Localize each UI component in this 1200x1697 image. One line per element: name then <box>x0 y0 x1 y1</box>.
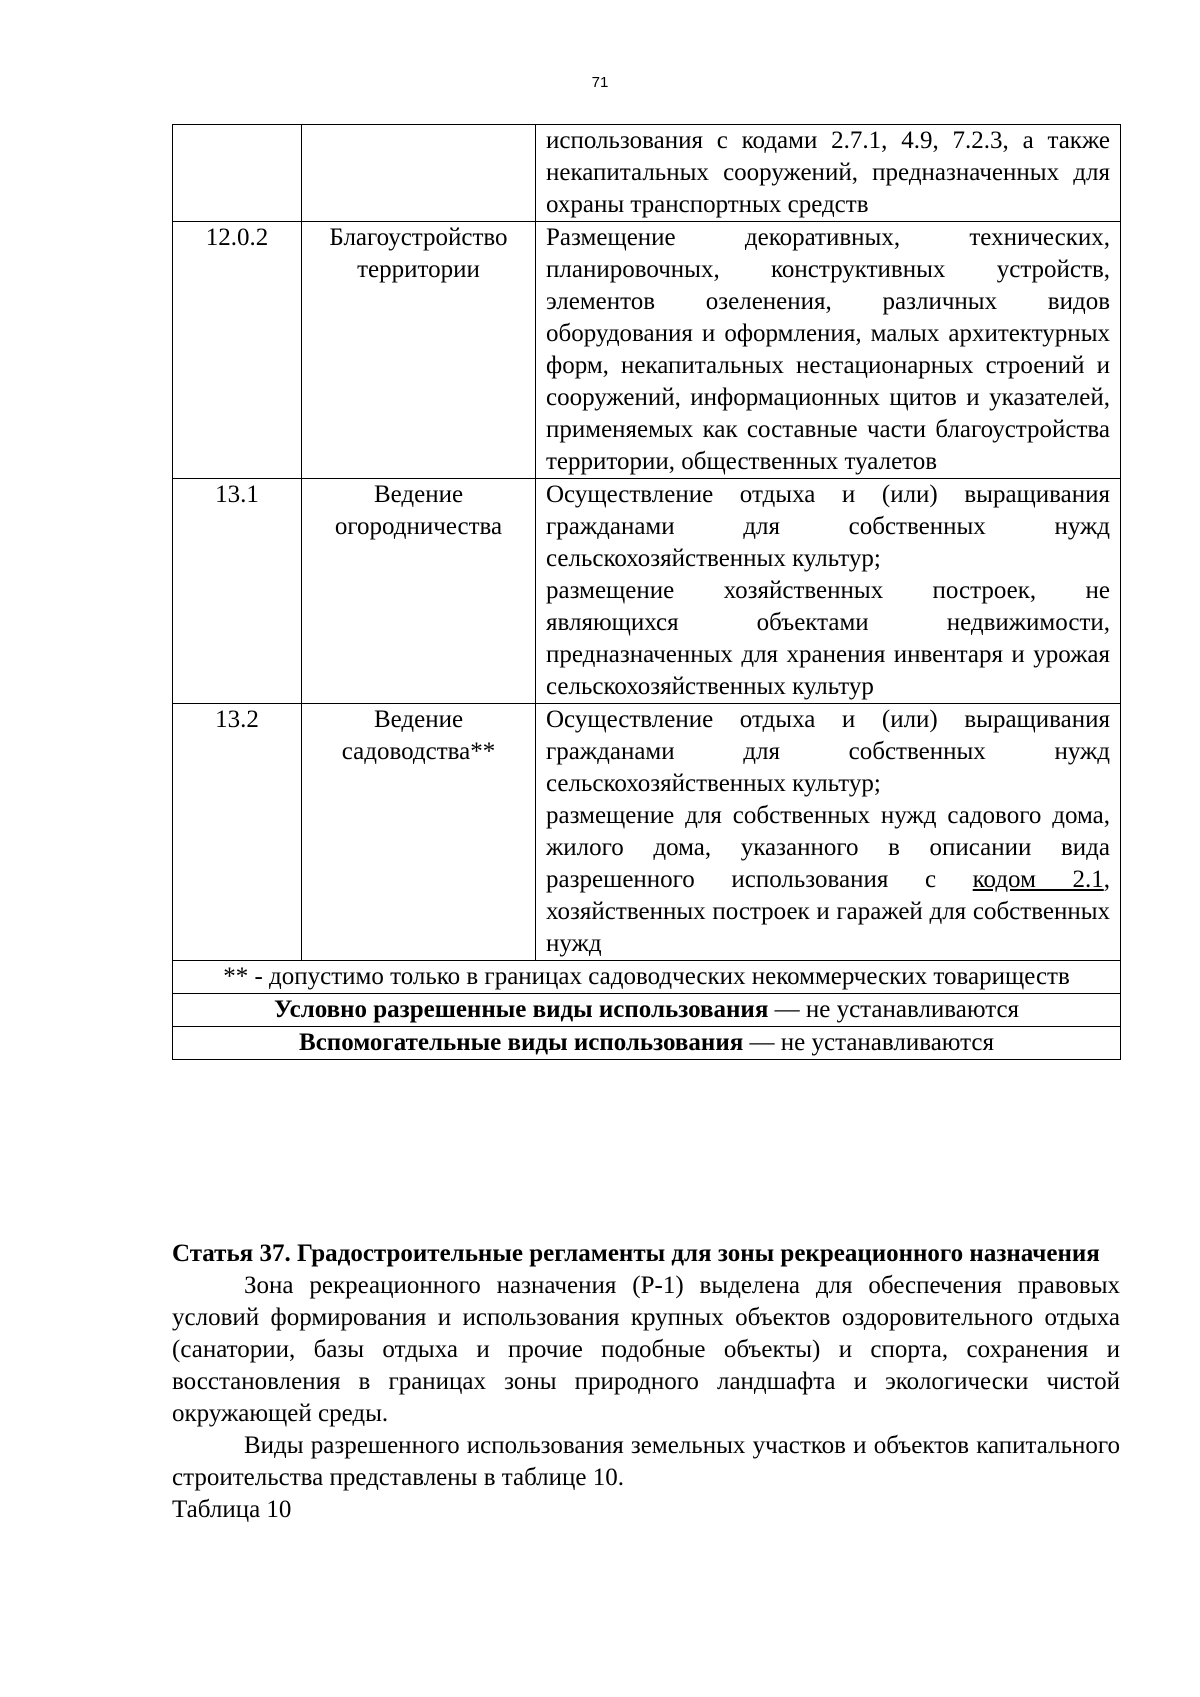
description-cell <box>536 704 1121 961</box>
description-text: размещение хозяйственных построек, не являющихся объектами недвижимости, предназначенных для хранения инвентаря и урожая сельскохозяйственных культур <box>546 577 1110 700</box>
auxiliary-uses-value: — не устанавливаются <box>743 1029 994 1056</box>
name-cell <box>302 125 536 222</box>
conditional-uses-value: — не устанавливаются <box>768 996 1020 1023</box>
description-text: Осуществление отдыха и (или) выращивания гражданами для собственных нужд сельскохозяйственных культур; <box>546 706 1110 797</box>
description-cell <box>536 222 1121 479</box>
footnote-row <box>173 961 1121 994</box>
description-text-part: размещение для собственных нужд садового дома, жилого дома, указанного в описании вида разрешенного использования с <box>546 802 1110 893</box>
conditional-uses-cell <box>173 994 1121 1027</box>
description-text <box>546 800 1110 960</box>
table-row <box>173 125 1121 222</box>
conditional-uses-row <box>173 994 1121 1027</box>
page-number: 71 <box>591 74 609 91</box>
name-cell: Благоустройство территории <box>302 222 536 479</box>
article-section <box>172 1238 1120 1526</box>
permitted-uses-table <box>172 124 1121 1060</box>
article-paragraph: Виды разрешенного использования земельных участков и объектов капитального строительства представлены в таблице 10. <box>172 1432 1120 1491</box>
code-cell: 13.1 <box>173 479 302 704</box>
description-cell <box>536 479 1121 704</box>
table-caption: Таблица 10 <box>172 1496 292 1523</box>
code-cell: 12.0.2 <box>173 222 302 479</box>
auxiliary-uses-cell <box>173 1027 1121 1060</box>
name-cell: Ведение огородничества <box>302 479 536 704</box>
code-cell: 13.2 <box>173 704 302 961</box>
conditional-uses-title: Условно разрешенные виды использования <box>273 996 769 1023</box>
table-row <box>173 479 1121 704</box>
article-paragraph: Зона рекреационного назначения (Р-1) выделена для обеспечения правовых условий формирования и использования крупных объектов оздоровительного отдыха (санатории, базы отдыха и прочие подобные объекты) и спорта, сохранения и восстановления в границах зоны природного ландшафта и экологически чистой окружающей среды. <box>172 1272 1120 1427</box>
footnote-cell: ** - допустимо только в границах садоводческих некоммерческих товариществ <box>173 961 1121 994</box>
description-cell <box>536 125 1121 222</box>
code-cell <box>173 125 302 222</box>
code-reference-link[interactable]: кодом 2.1 <box>972 866 1104 893</box>
auxiliary-uses-title: Вспомогательные виды использования <box>299 1029 744 1056</box>
article-heading: Статья 37. Градостроительные регламенты для зоны рекреационного назначения <box>172 1240 1100 1267</box>
name-cell: Ведение садоводства** <box>302 704 536 961</box>
table-row <box>173 222 1121 479</box>
description-text: Размещение декоративных, технических, планировочных, конструктивных устройств, элементов озеленения, различных видов оборудования и оформления, малых архитектурных форм, некапитальных нестационарных строений и сооружений, информационных щитов и указателей, применяемых как составные части благоустройства территории, общественных туалетов <box>546 224 1110 475</box>
table-row <box>173 704 1121 961</box>
description-text: Осуществление отдыха и (или) выращивания гражданами для собственных нужд сельскохозяйственных культур; <box>546 481 1110 572</box>
description-text: использования с кодами 2.7.1, 4.9, 7.2.3, а также некапитальных сооружений, предназначенных для охраны транспортных средств <box>546 127 1110 218</box>
description-text-part: , хозяйственных построек и гаражей для собственных нужд <box>546 866 1110 957</box>
auxiliary-uses-row <box>173 1027 1121 1060</box>
